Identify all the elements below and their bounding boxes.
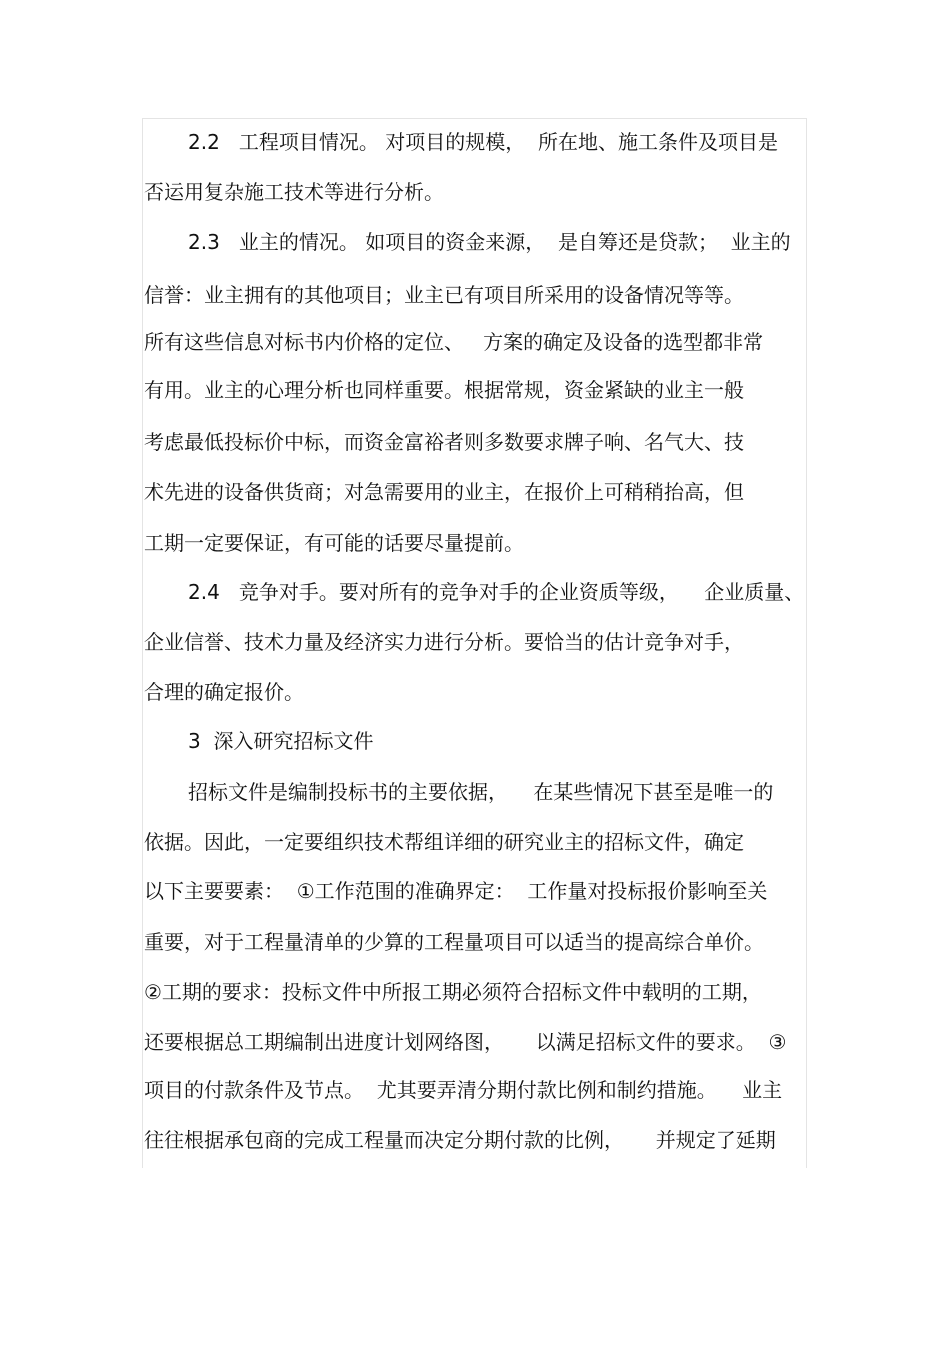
text-line: 企业信誉、技术力量及经济实力进行分析。要恰当的估计竞争对手， xyxy=(144,630,744,654)
text-line: 往往根据承包商的完成工程量而决定分期付款的比例， 并规定了延期 xyxy=(144,1128,776,1152)
text-line-sec-2-2: 2.2 工程项目情况。 对项目的规模， 所在地、施工条件及项目是 xyxy=(188,130,778,154)
text-line: ②工期的要求：投标文件中所报工期必须符合招标文件中载明的工期， xyxy=(144,980,762,1004)
text-line: 工期一定要保证，有可能的话要尽量提前。 xyxy=(144,531,524,555)
text-line: 术先进的设备供货商；对急需要用的业主，在报价上可稍稍抬高，但 xyxy=(144,480,744,504)
text-line: 合理的确定报价。 xyxy=(144,680,304,704)
text-line: 还要根据总工期编制出进度计划网络图， 以满足招标文件的要求。 ③ xyxy=(144,1030,787,1054)
text-line: 依据。因此，一定要组织技术帮组详细的研究业主的招标文件，确定 xyxy=(144,830,744,854)
text-line-sec-2-3: 2.3 业主的情况。 如项目的资金来源， 是自筹还是贷款； 业主的 xyxy=(188,230,791,254)
text-line: 否运用复杂施工技术等进行分析。 xyxy=(144,180,444,204)
section-heading-3: 3 深入研究招标文件 xyxy=(188,729,374,753)
text-line: 有用。业主的心理分析也同样重要。根据常规，资金紧缺的业主一般 xyxy=(144,378,744,402)
text-line-sec-2-4: 2.4 竞争对手。要对所有的竞争对手的企业资质等级， 企业质量、 xyxy=(188,580,805,604)
text-line: 所有这些信息对标书内价格的定位、 方案的确定及设备的选型都非常 xyxy=(144,330,764,354)
text-line: 招标文件是编制投标书的主要依据， 在某些情况下甚至是唯一的 xyxy=(188,780,774,804)
text-line: 信誉：业主拥有的其他项目；业主已有项目所采用的设备情况等等。 xyxy=(144,283,744,307)
text-line: 项目的付款条件及节点。 尤其要弄清分期付款比例和制约措施。 业主 xyxy=(144,1078,783,1102)
text-line: 考虑最低投标价中标，而资金富裕者则多数要求牌子响、名气大、技 xyxy=(144,430,744,454)
text-line: 重要，对于工程量清单的少算的工程量项目可以适当的提高综合单价。 xyxy=(144,930,764,954)
text-line: 以下主要要素： ①工作范围的准确界定： 工作量对投标报价影响至关 xyxy=(144,879,768,903)
